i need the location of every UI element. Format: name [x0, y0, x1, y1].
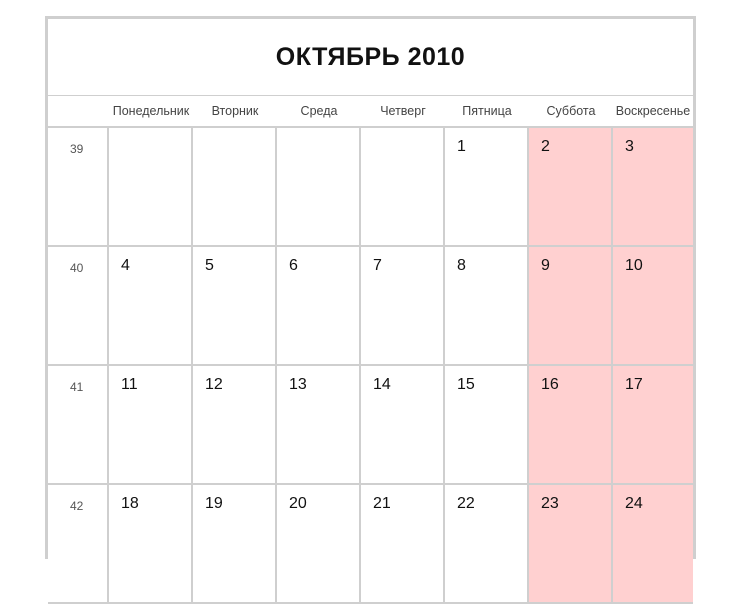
weekday-thursday: Четверг	[380, 104, 426, 118]
day-cell	[361, 128, 445, 245]
day-cell: 19	[193, 485, 277, 602]
week-row	[48, 366, 693, 485]
weekday-monday: Понедельник	[112, 104, 190, 118]
day-cell: 12	[193, 366, 277, 483]
day-cell: 18	[109, 485, 193, 602]
day-cell: 21	[361, 485, 445, 602]
day-cell: 7	[361, 247, 445, 364]
day-cell	[277, 128, 361, 245]
weekend-day-cell: 24	[613, 485, 693, 602]
calendar	[45, 16, 696, 559]
week-number: 42	[48, 485, 109, 602]
week-number-column-header	[48, 96, 109, 126]
weekend-day-cell: 10	[613, 247, 693, 364]
day-cell: 8	[445, 247, 529, 364]
weekday-friday: Пятница	[462, 104, 512, 118]
week-row	[48, 247, 693, 366]
week-number: 39	[48, 128, 109, 245]
day-cell: 13	[277, 366, 361, 483]
day-cell	[109, 128, 193, 245]
weekend-day-cell: 16	[529, 366, 613, 483]
day-cell: 1	[445, 128, 529, 245]
day-cell: 22	[445, 485, 529, 602]
weekend-day-cell: 2	[529, 128, 613, 245]
weekend-day-cell: 17	[613, 366, 693, 483]
weekday-header-row	[48, 96, 693, 128]
week-number: 40	[48, 247, 109, 364]
week-row	[48, 128, 693, 247]
weekday-wednesday: Среда	[300, 104, 338, 118]
weekday-saturday: Суббота	[546, 104, 596, 118]
day-cell: 20	[277, 485, 361, 602]
day-cell: 4	[109, 247, 193, 364]
weekday-tuesday: Вторник	[211, 104, 259, 118]
weekend-day-cell: 23	[529, 485, 613, 602]
weekday-sunday: Воскресенье	[615, 104, 691, 118]
day-cell: 11	[109, 366, 193, 483]
calendar-title: ОКТЯБРЬ 2010	[48, 19, 693, 96]
day-cell: 15	[445, 366, 529, 483]
week-row	[48, 485, 693, 604]
day-cell: 6	[277, 247, 361, 364]
day-cell: 14	[361, 366, 445, 483]
day-cell: 5	[193, 247, 277, 364]
weekend-day-cell: 3	[613, 128, 693, 245]
day-cell	[193, 128, 277, 245]
weekend-day-cell: 9	[529, 247, 613, 364]
week-number: 41	[48, 366, 109, 483]
